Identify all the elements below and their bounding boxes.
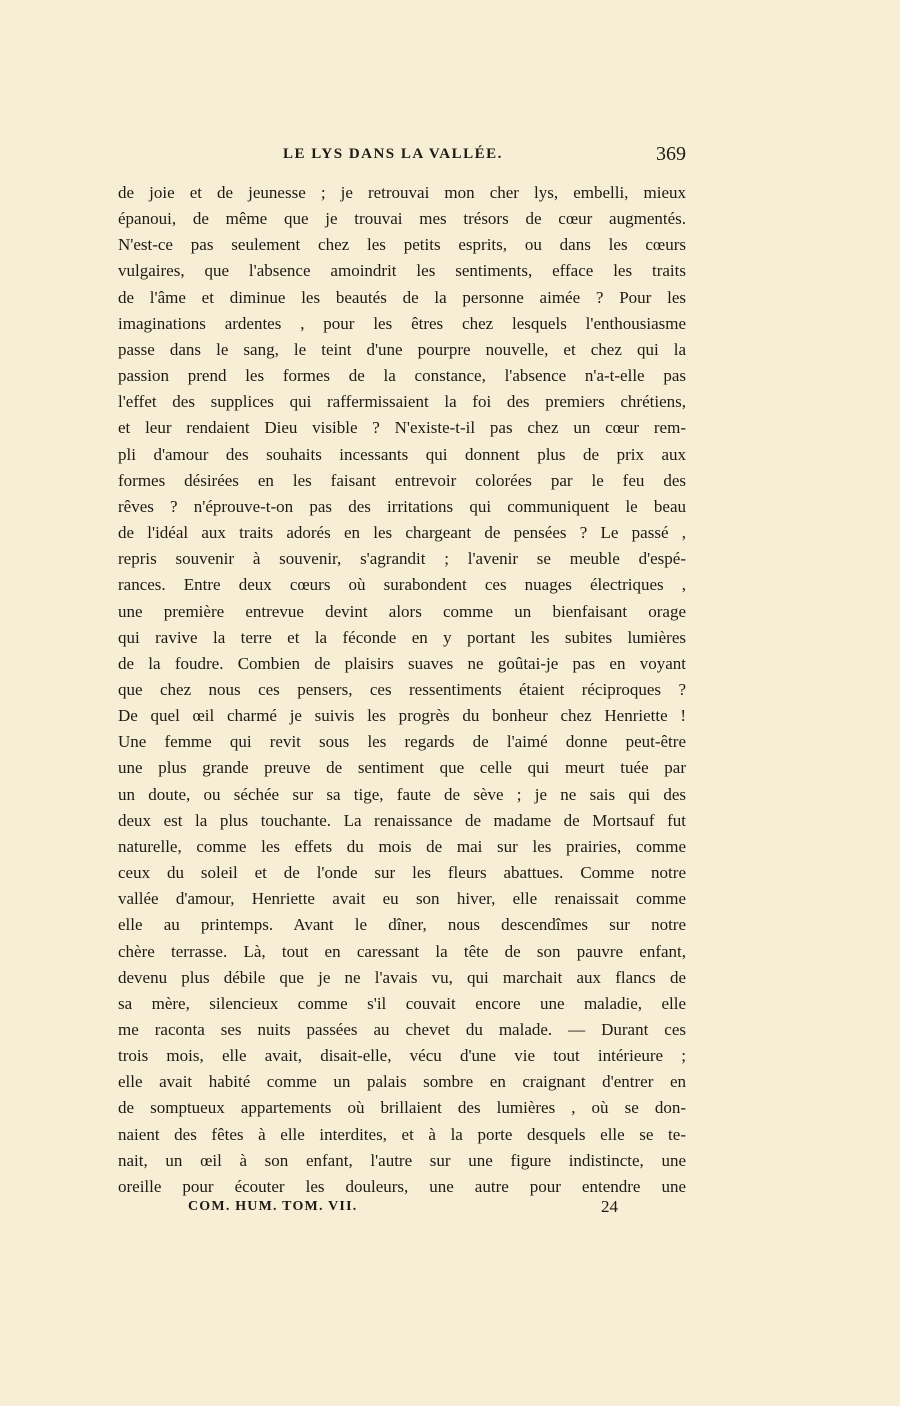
text-line: rêves ? n'éprouve-t-on pas des irritations qui communiquent le beau — [118, 496, 686, 516]
text-line: deux est la plus touchante. La renaissance de madame de Mortsauf fut — [118, 810, 686, 830]
text-line: vulgaires, que l'absence amoindrit les sentiments, efface les traits — [118, 261, 686, 281]
running-title: LE LYS DANS LA VALLÉE. — [283, 146, 503, 162]
signature-mark: COM. HUM. TOM. VII. — [188, 1199, 358, 1214]
text-line: épanoui, de même que je trouvai mes trésors de cœur augmentés. — [118, 209, 686, 229]
text-line: qui ravive la terre et la féconde en y portant les subites lumières — [118, 627, 686, 647]
text-line: une première entrevue devint alors comme un bienfaisant orage — [118, 601, 686, 621]
text-line: ceux du soleil et de l'onde sur les fleurs abattues. Comme notre — [118, 863, 686, 883]
text-line: Une femme qui revit sous les regards de l'aimé donne peut-être — [118, 732, 686, 752]
text-line: vallée d'amour, Henriette avait eu son hiver, elle renaissait comme — [118, 889, 686, 909]
text-line: passe dans le sang, le teint d'une pourpre nouvelle, et chez qui la — [118, 339, 686, 359]
text-line: l'effet des supplices qui raffermissaient la foi des premiers chrétiens, — [118, 392, 686, 412]
text-line: une plus grande preuve de sentiment que celle qui meurt tuée par — [118, 758, 686, 778]
text-line: imaginations ardentes , pour les êtres chez lesquels l'enthousiasme — [118, 313, 686, 333]
text-line: pli d'amour des souhaits incessants qui donnent plus de prix aux — [118, 444, 686, 464]
text-line: sa mère, silencieux comme s'il couvait encore une maladie, elle — [118, 993, 686, 1013]
text-line: de joie et de jeunesse ; je retrouvai mon cher lys, embelli, mieux — [118, 183, 686, 202]
text-line: nait, un œil à son enfant, l'autre sur une figure indistincte, une — [118, 1150, 686, 1170]
text-line: rances. Entre deux cœurs où surabondent ces nuages électriques , — [118, 575, 686, 595]
text-line: De quel œil charmé je suivis les progrès du bonheur chez Henriette ! — [118, 706, 686, 726]
text-line: repris souvenir à souvenir, s'agrandit ; l'avenir se meuble d'espé- — [118, 549, 686, 569]
text-line: passion prend les formes de la constance, l'absence n'a-t-elle pas — [118, 366, 686, 386]
page-number: 369 — [656, 143, 686, 165]
text-line: naturelle, comme les effets du mois de mai sur les prairies, comme — [118, 836, 686, 856]
body-text — [118, 180, 686, 1200]
text-line: me raconta ses nuits passées au chevet du malade. — Durant ces — [118, 1020, 686, 1039]
text-line: elle au printemps. Avant le dîner, nous descendîmes sur notre — [118, 915, 686, 935]
text-line: de l'âme et diminue les beautés de la personne aimée ? Pour les — [118, 287, 686, 307]
text-line: de l'idéal aux traits adorés en les chargeant de pensées ? Le passé , — [118, 523, 686, 543]
text-line: et leur rendaient Dieu visible ? N'existe-t-il pas chez un cœur rem- — [118, 418, 686, 438]
text-line: oreille pour écouter les douleurs, une autre pour entendre une — [118, 1176, 686, 1196]
text-line: N'est-ce pas seulement chez les petits esprits, ou dans les cœurs — [118, 235, 686, 255]
text-line: trois mois, elle avait, disait-elle, vécu d'une vie tout intérieure ; — [118, 1046, 686, 1066]
sheet-number: 24 — [601, 1197, 618, 1216]
page-footer — [118, 1199, 686, 1223]
page-header — [118, 143, 686, 170]
text-line: formes désirées en les faisant entrevoir colorées par le feu des — [118, 470, 686, 490]
text-line: de la foudre. Combien de plaisirs suaves ne goûtai-je pas en voyant — [118, 653, 686, 673]
text-line: devenu plus débile que je ne l'avais vu, qui marchait aux flancs de — [118, 967, 686, 987]
text-line: naient des fêtes à elle interdites, et à la porte desquels elle se te- — [118, 1124, 686, 1144]
text-line: elle avait habité comme un palais sombre en craignant d'entrer en — [118, 1072, 686, 1092]
text-line: chère terrasse. Là, tout en caressant la tête de son pauvre enfant, — [118, 941, 686, 961]
text-line: que chez nous ces pensers, ces ressentiments étaient réciproques ? — [118, 679, 686, 699]
text-line: un doute, ou séchée sur sa tige, faute de sève ; je ne sais qui des — [118, 784, 686, 804]
text-line: de somptueux appartements où brillaient des lumières , où se don- — [118, 1098, 686, 1118]
